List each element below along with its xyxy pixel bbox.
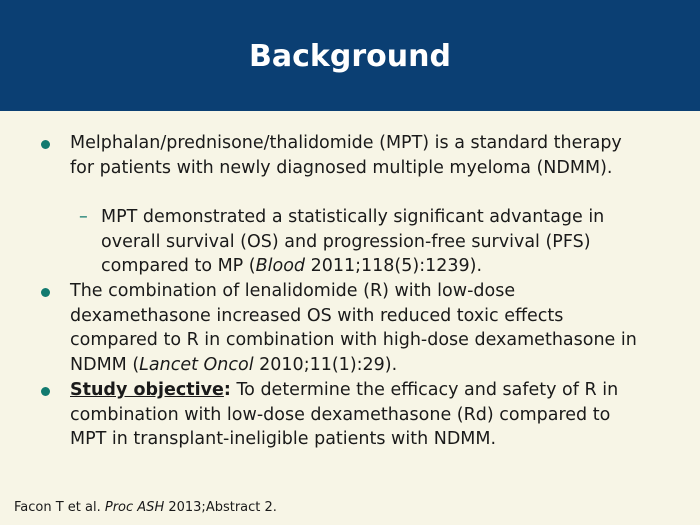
bullet-text-after: 2010;11(1):29).	[253, 354, 398, 375]
footer-journal: Proc ASH	[104, 500, 165, 515]
study-objective-colon: :	[223, 380, 231, 400]
bullet-text-before: The combination of lenalidomide (R) with low-dose dexamethasone increased OS with reduced toxic effects compared to R in combination with high-dose dexamethasone in NDMM (	[70, 281, 637, 375]
journal-citation: Lancet Oncol	[139, 354, 254, 375]
footer-text-before: Facon T et al.	[14, 500, 105, 515]
sub-bullet-text	[101, 205, 656, 279]
bullet-text	[70, 279, 645, 377]
footer-text-after: 2013;Abstract 2.	[164, 500, 277, 515]
slide-title: Background	[249, 39, 451, 74]
journal-citation: Blood	[255, 256, 306, 276]
bullet-dot-icon	[41, 140, 50, 149]
bullet-text	[70, 378, 645, 452]
sub-bullet-text-after: 2011;118(5):1239).	[305, 256, 483, 276]
citation-footer	[14, 499, 277, 517]
bullet-dot-icon	[41, 387, 50, 396]
sub-bullet-text-before: MPT demonstrated a statistically significant advantage in overall survival (OS) and progression-free survival (PFS) compared to MP (	[101, 207, 605, 276]
bullet-text	[70, 131, 645, 180]
dash-icon: –	[79, 207, 88, 227]
study-objective-label: Study objective	[70, 380, 224, 400]
bullet-text-body: Melphalan/prednisone/thalidomide (MPT) is a standard therapy for patients with newly diagnosed multiple myeloma (NDMM).	[70, 133, 622, 178]
study-objective-text: To determine the efficacy and safety of R in combination with low-dose dexamethasone (Rd) compared to MPT in transplant-ineligible patients with NDMM.	[70, 380, 619, 449]
bullet-dot-icon	[41, 288, 50, 297]
